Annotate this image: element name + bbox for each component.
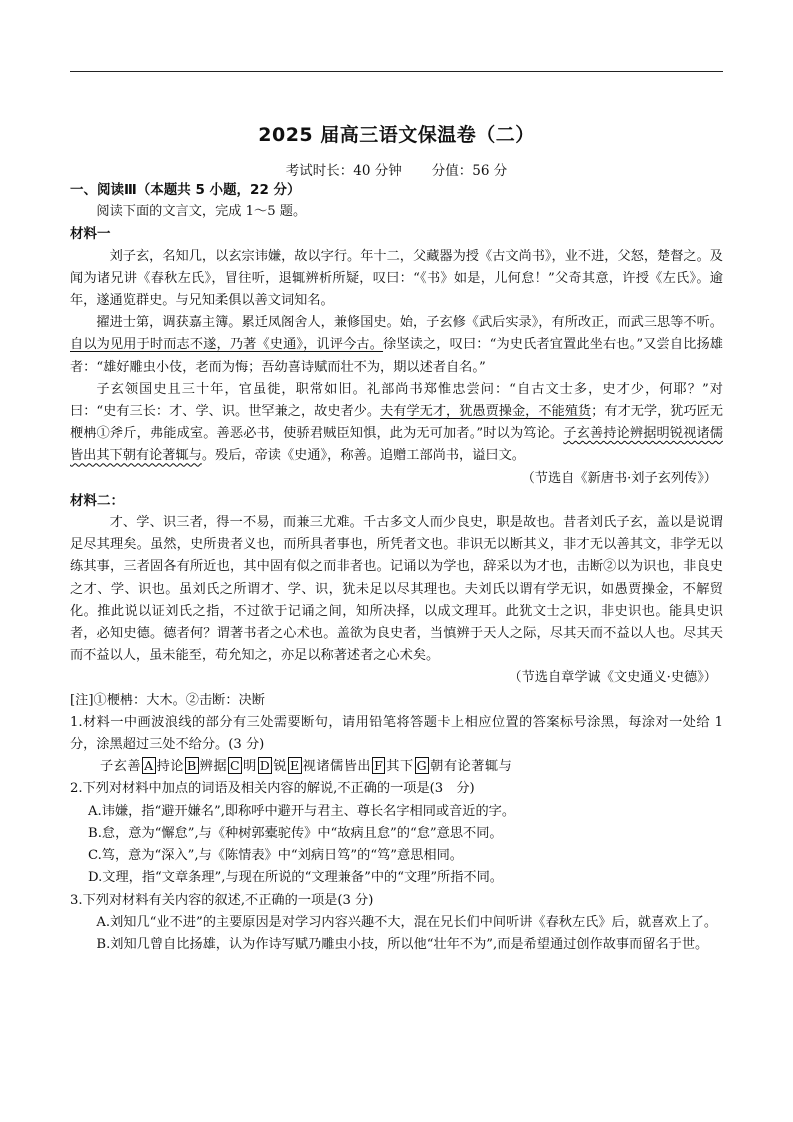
material1-paragraph-1: 刘子玄，名知几，以玄宗讳嫌，故以字行。年十二，父藏器为授《古文尚书》，业不进，父怒，楚督之。及闻为诸兄讲《春秋左氏》，冒往听，退辄辨析所疑，叹曰：“《书》如是，儿何怠！”父奇其意，许授《左氏》。逾年，遂通览群史。与兄知柔俱以善文词知名。 [70,248,723,309]
q1-segment: 子玄善 [100,759,142,775]
m1p3-underlined-sentence: 夫有学无才，犹愚贾操金，不能殖货 [380,404,592,420]
q1-segment: 视诸儒皆出 [302,759,372,775]
material2-paragraph: 才、学、识三者，得一不易，而兼三尤难。千古多文人而少良史，职是故也。昔者刘氏子玄，盖以是说谓足尽其理矣。虽然，史所贵者义也，而所具者事也，所凭者文也。非识无以断其义，非才无以善其文，非学无以练其事，三者固各有所近也，其中固有似之而非者也。记诵以为学也，辞采以为才也，击断②以为识也，非良史之才、学、识也。虽刘氏之所谓才、学、识，犹未足以尽其理也。夫刘氏以谓有学无识，如愚贾操金，不解贸化。推此说以证刘氏之指，不过欲于记诵之间，知所决择，以成文理耳。此犹文士之识，非史识也。能具史识者，必知史德。德者何？谓著书者之心术也。盖欲为良史者，当慎辨于天人之际，尽其天而不益以人也。尽其天而不益以人，虽未能至，苟允知之，亦足以称著述者之心术矣。 [70,515,723,664]
question-2-stem: 2.下列对材料中加点的词语及相关内容的解说,不正确的一项是(3 分) [70,781,475,797]
m1p2-text-a: 擢进士第，调获嘉主簿。累迁凤阁舍人，兼修国史。始，子玄修《武后实录》，有所改正，而武三思等不听。 [96,315,723,331]
q1-mark-a[interactable]: A [144,758,154,774]
question-3-option-b[interactable]: B.刘知几曾自比扬雄，认为作诗写赋乃雕虫小技，所以他“壮年不为”,而是希望通过创作故事而留名于世。 [96,936,709,952]
material1-paragraph-3 [70,379,723,468]
section-intro: 阅读下面的文言文，完成 1～5 题。 [96,204,307,220]
exam-duration: 考试时长：40 分钟 [285,163,402,179]
exam-score: 分值：56 分 [431,163,508,179]
annotation-note: [注]①楩柟：大木。②击断：决断 [70,692,265,708]
q1-segment: 持论 [156,759,184,775]
q1-segment: 辨据 [199,759,228,775]
q1-mark-d[interactable]: D [259,758,271,774]
section-heading: 一、阅读Ⅲ（本题共 5 小题，22 分） [70,182,301,198]
question-2-option-a[interactable]: A.讳嫌，指“避开嫌名”,即称呼中避开与君主、尊长名字相同或音近的字。 [88,803,516,819]
q1-mark-c[interactable]: C [230,758,241,774]
exam-meta [0,159,793,179]
q1-mark-e[interactable]: E [290,758,300,774]
m1p3-text-e: 。殁后，帝读《史通》，称善。追赠工部尚书，谥曰文。 [201,448,525,464]
material1-source: （节选自《新唐书·刘子玄列传》） [521,470,717,486]
question-1-stem: 1.材料一中画波浪线的部分有三处需要断句，请用铅笔将答题卡上相应位置的答案标号涂黑，每涂对一处给 1 分，涂黑超过三处不给分。(3 分) [70,714,723,753]
q1-segment: 锐 [273,759,288,775]
header-rule [70,71,723,72]
exam-title: 2025 届高三语文保温卷（二） [258,124,535,146]
q1-mark-b[interactable]: B [186,758,197,774]
material2-label: 材料二： [70,492,124,509]
m1p2-underlined-sentence: 自以为见用于时而志不遂，乃著《史通》，讥评今古。 [70,337,384,353]
material1-paragraph-2 [70,312,723,379]
question-3-stem: 3.下列对材料有关内容的叙述,不正确的一项是(3 分) [70,892,374,908]
m1p3-wavy-sentence: 子玄善持论辨据明锐视诸儒皆出其下朝有论著辄与 [70,426,723,464]
material2-source: （节选自章学诚《文史通义·史德》） [508,670,717,686]
exam-content [70,179,723,956]
m1p3-text-a: 子玄领国史且三十年，官虽徙，职常如旧。礼部尚书郑惟忠尝问：“自古文士多，史才少，何耶？”对曰：“史有三长：才、学、识。世罕兼之，故史者少。 [70,381,723,420]
q1-segment: 明 [243,759,257,775]
question-3-option-a[interactable]: A.刘知几“业不进”的主要原因是对学习内容兴趣不大，混在兄长们中间听讲《春秋左氏》后，就喜欢上了。 [96,914,718,930]
q1-segment: 朝有论著辄与 [430,759,513,775]
question-2-option-b[interactable]: B.怠，意为“懈怠”,与《种树郭橐驼传》中“故病且怠”的“怠”意思不同。 [88,825,503,841]
q1-mark-g[interactable]: G [416,758,428,774]
q1-mark-f[interactable]: F [374,758,384,774]
material1-label: 材料一 [70,226,111,243]
question-2-option-c[interactable]: C.笃，意为“深入”,与《陈情表》中“刘病日笃”的“笃”意思相同。 [88,848,463,864]
q1-segment: 其下 [386,759,414,775]
question-2-option-d[interactable]: D.文理，指“文章条理”,与现在所说的“文理兼备”中的“文理”所指不同。 [88,870,503,886]
m1p3-text-c: ；有才无学，犹巧匠无楩柟①斧斤，弗能成室。善恶必书，使骄君贼臣知惧，此为无可加者。”时以为笃论。 [70,404,724,442]
m1p2-text-c: 徐坚读之，叹曰：“为史氏者宜置此坐右也。”又尝自比扬雄者：“雄好雕虫小伎，老而为悔；吾幼喜诗赋而壮不为，期以述者自名。” [70,337,723,375]
question-1-answer-line [70,756,723,778]
